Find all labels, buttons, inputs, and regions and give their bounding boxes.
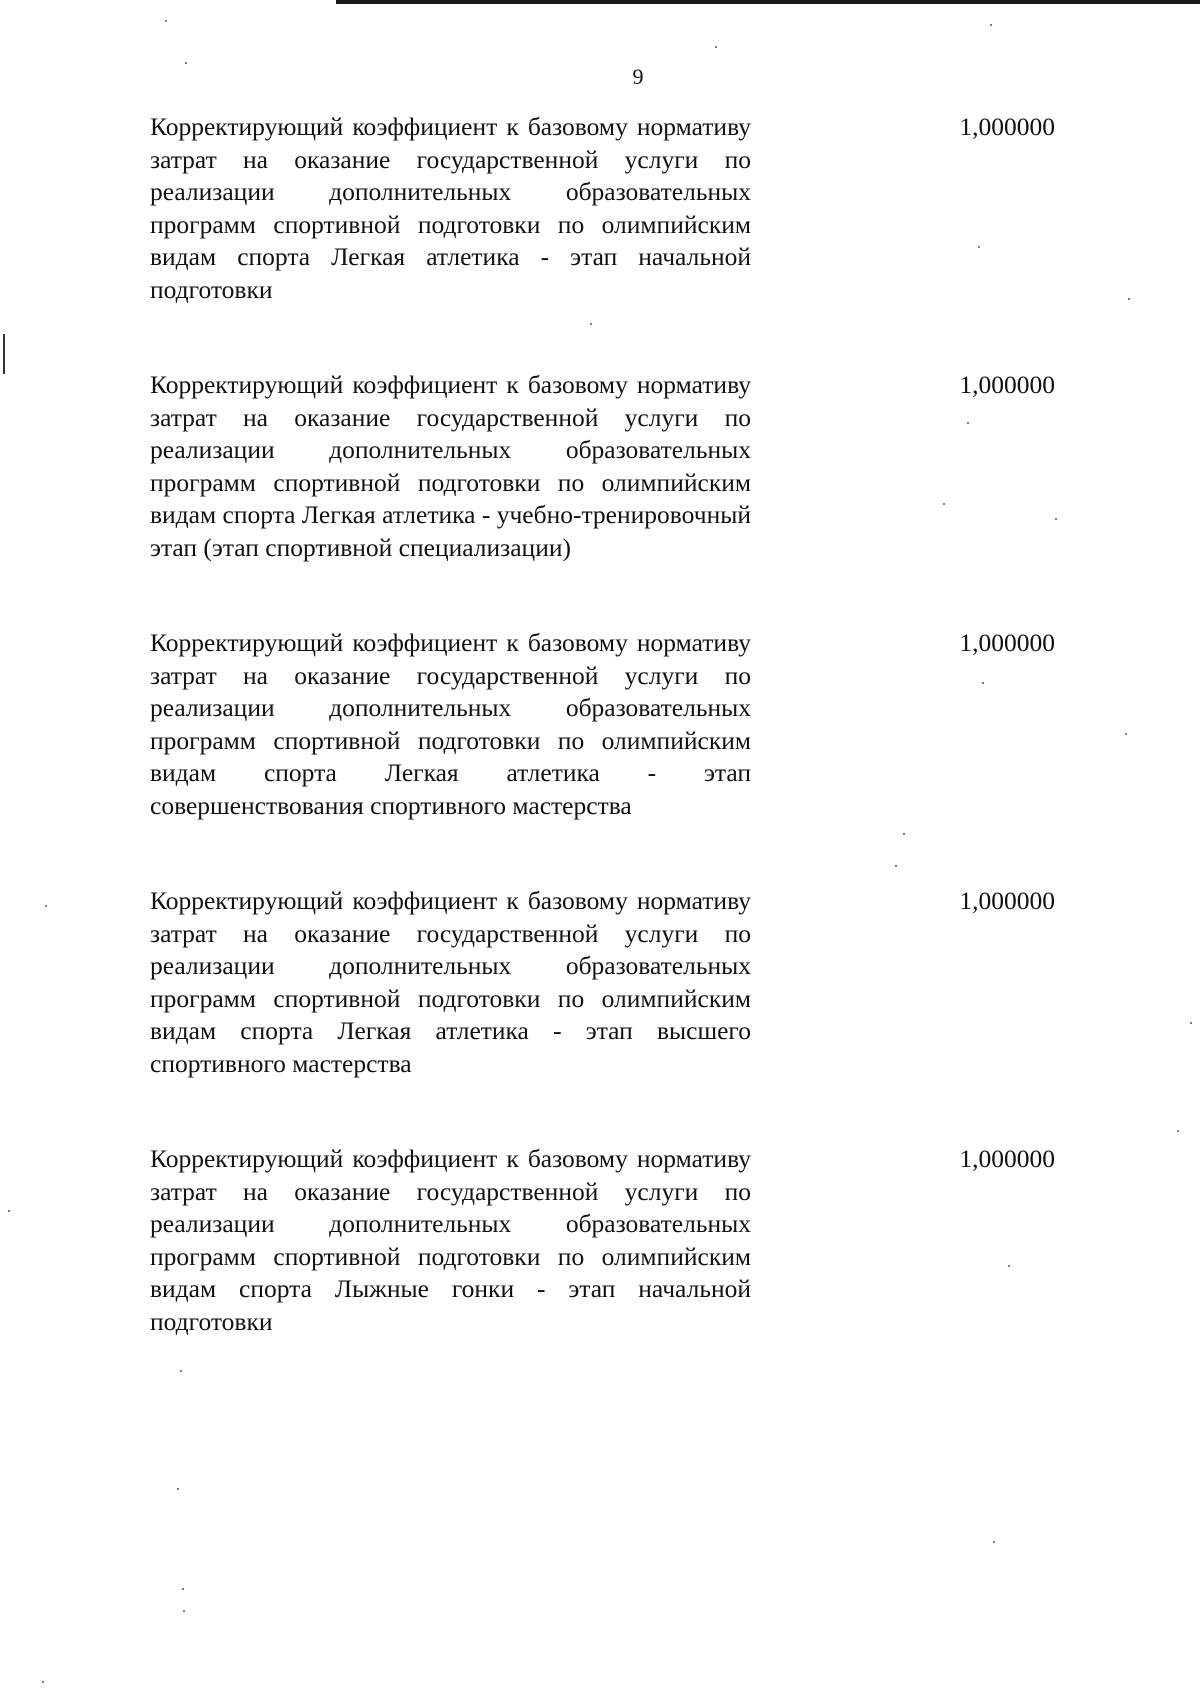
coefficient-description: Корректирующий коэффициент к базовому нормативу затрат на оказание государственной услуги по реализации дополнительных образовательных программ спортивной подготовки по олимпийским видам спорта Легкая атлетика - этап высшего спортивного мастерства <box>150 886 751 1078</box>
scan-speck <box>1177 1130 1179 1132</box>
scan-speck <box>1190 1022 1192 1024</box>
scan-speck <box>177 1488 179 1490</box>
coefficient-description: Корректирующий коэффициент к базовому нормативу затрат на оказание государственной услуги по реализации дополнительных образовательных программ спортивной подготовки по олимпийским видам спорта Лыжные гонки - этап начальной подготовки <box>150 1144 751 1336</box>
coefficient-value: 1,000000 <box>959 886 1055 915</box>
coefficient-entry <box>150 111 1055 337</box>
scan-speck <box>8 1210 10 1212</box>
scan-speck <box>1128 298 1130 300</box>
scan-speck <box>185 62 187 64</box>
scan-speck <box>978 246 980 248</box>
coefficient-value: 1,000000 <box>959 112 1055 141</box>
scan-speck <box>42 1681 44 1683</box>
scan-speck <box>943 503 945 505</box>
scan-speck <box>1008 1265 1010 1267</box>
scan-speck <box>982 682 984 684</box>
coefficient-entry <box>150 627 1055 853</box>
coefficient-value: 1,000000 <box>959 628 1055 657</box>
scan-speck <box>45 905 47 907</box>
scan-speck <box>715 46 717 48</box>
scan-speck <box>182 1588 184 1590</box>
scan-speck <box>1125 733 1127 735</box>
scan-speck <box>967 422 969 424</box>
coefficient-description: Корректирующий коэффициент к базовому нормативу затрат на оказание государственной услуги по реализации дополнительных образовательных программ спортивной подготовки по олимпийским видам спорта Легкая атлетика - этап начальной подготовки <box>150 112 751 304</box>
coefficient-list <box>150 111 1055 1401</box>
scan-speck <box>903 833 905 835</box>
scan-speck <box>590 323 592 325</box>
scan-speck <box>183 1610 185 1612</box>
scan-speck <box>895 865 897 867</box>
coefficient-value: 1,000000 <box>959 370 1055 399</box>
coefficient-entry <box>150 885 1055 1111</box>
coefficient-description: Корректирующий коэффициент к базовому нормативу затрат на оказание государственной услуги по реализации дополнительных образовательных программ спортивной подготовки по олимпийским видам спорта Легкая атлетика - учебно-тренировочный этап (этап спортивной специализации) <box>150 370 751 562</box>
page-number: 9 <box>632 64 644 89</box>
scan-speck <box>1055 518 1057 520</box>
coefficient-entry <box>150 1143 1055 1369</box>
scan-speck <box>180 1370 182 1372</box>
scan-speck <box>165 20 167 22</box>
scan-speck <box>990 24 992 26</box>
scan-speck <box>993 1541 995 1543</box>
coefficient-value: 1,000000 <box>959 1144 1055 1173</box>
top-border-rule <box>336 0 1200 4</box>
coefficient-entry <box>150 369 1055 595</box>
coefficient-description: Корректирующий коэффициент к базовому нормативу затрат на оказание государственной услуги по реализации дополнительных образовательных программ спортивной подготовки по олимпийским видам спорта Легкая атлетика - этап совершенствования спортивного мастерства <box>150 628 751 820</box>
scan-margin-mark <box>3 334 5 374</box>
